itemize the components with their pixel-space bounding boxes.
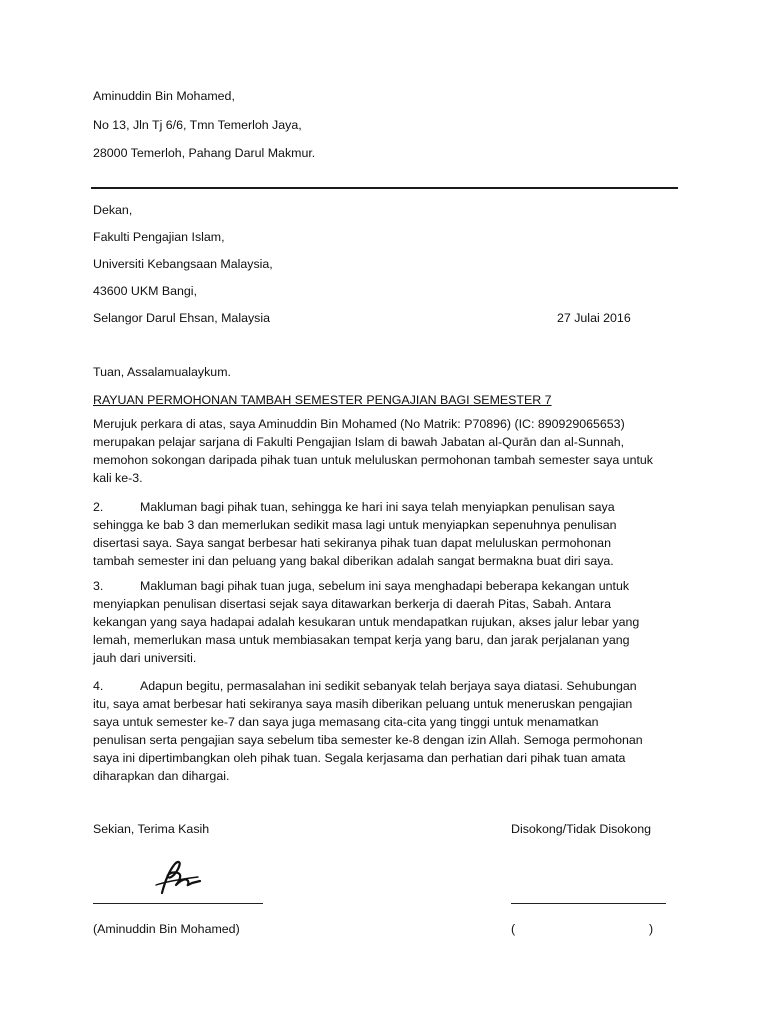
- recipient-line-5: Selangor Darul Ehsan, Malaysia: [93, 311, 271, 325]
- sender-address-line-1: No 13, Jln Tj 6/6, Tmn Temerloh Jaya,: [93, 118, 302, 132]
- paragraph-2-number: 2.: [93, 500, 104, 514]
- sender-name: Aminuddin Bin Mohamed,: [93, 89, 235, 103]
- signature-icon: [148, 855, 208, 899]
- paragraph-2-text: Makluman bagi pihak tuan, sehingga ke hari ini saya telah menyiapkan penulisan saya sehingga ke bab 3 dan memerlukan sedikit masa lagi untuk menyiapkan sepenuhnya penulisan disertasi saya. Saya sangat berbesar hati sekiranya pihak tuan dapat meluluskan permohonan tambah semester ini dan peluang yang bakal diberikan adalah sangat bermakna buat diri saya.: [93, 500, 617, 568]
- closing-text: Sekian, Terima Kasih: [93, 822, 210, 836]
- endorser-signature-line: [511, 903, 666, 904]
- recipient-line-2: Fakulti Pengajian Islam,: [93, 230, 225, 244]
- paragraph-1: [93, 415, 655, 487]
- paragraph-3: [93, 577, 655, 667]
- paragraph-3-text: Makluman bagi pihak tuan juga, sebelum ini saya menghadapi beberapa kekangan untuk menyiapkan penulisan disertasi sejak saya ditawarkan berkerja di daerah Pitas, Sabah. Antara kekangan yang saya hadapai adalah kesukaran untuk mendapatkan rujukan, akses jalur lebar yang lemah, memerlukan masa untuk membiasakan tempat kerja yang baru, dan jarak perjalanan yang jauh dari universiti.: [93, 579, 640, 665]
- salutation: Tuan, Assalamualaykum.: [93, 365, 231, 379]
- paragraph-4-number: 4.: [93, 679, 104, 693]
- endorser-name-close-paren: ): [649, 922, 654, 936]
- paragraph-1-text: Merujuk perkara di atas, saya Aminuddin Bin Mohamed (No Matrik: P70896) (IC: 890929065653) merupakan pelajar sarjana di Fakulti Pengajian Islam di bawah Jabatan al-Qurān dan al-Sunnah, memohon sokongan daripada pihak tuan untuk meluluskan permohonan tambah semester saya untuk kali ke-3.: [93, 417, 653, 485]
- recipient-line-4: 43600 UKM Bangi,: [93, 284, 198, 298]
- endorser-name-open-paren: (: [511, 922, 516, 936]
- recipient-line-3: Universiti Kebangsaan Malaysia,: [93, 257, 273, 271]
- header-divider: [91, 187, 678, 189]
- recipient-line-1: Dekan,: [93, 203, 133, 217]
- letter-date: 27 Julai 2016: [557, 311, 631, 325]
- signatory-name: (Aminuddin Bin Mohamed): [93, 922, 240, 936]
- endorsement-label: Disokong/Tidak Disokong: [511, 822, 652, 836]
- paragraph-4: [93, 677, 655, 785]
- paragraph-3-number: 3.: [93, 579, 104, 593]
- paragraph-2: [93, 498, 655, 570]
- sender-address-line-2: 28000 Temerloh, Pahang Darul Makmur.: [93, 146, 316, 160]
- paragraph-4-text: Adapun begitu, permasalahan ini sedikit sebanyak telah berjaya saya diatasi. Sehubungan itu, saya amat berbesar hati sekiranya saya masih diberikan peluang untuk meneruskan pengajian saya untuk semester ke-7 dan saya juga memasang cita-cita yang tinggi untuk menamatkan penulisan serta pengajian saya sebelum tiba semester ke-8 dengan izin Allah. Semoga permohonan saya ini dipertimbangkan oleh pihak tuan. Segala kerjasama dan perhatian dari pihak tuan amata diharapkan dan dihargai.: [93, 679, 643, 783]
- signatory-signature-line: [93, 903, 263, 904]
- letter-subject: RAYUAN PERMOHONAN TAMBAH SEMESTER PENGAJIAN BAGI SEMESTER 7: [93, 393, 552, 407]
